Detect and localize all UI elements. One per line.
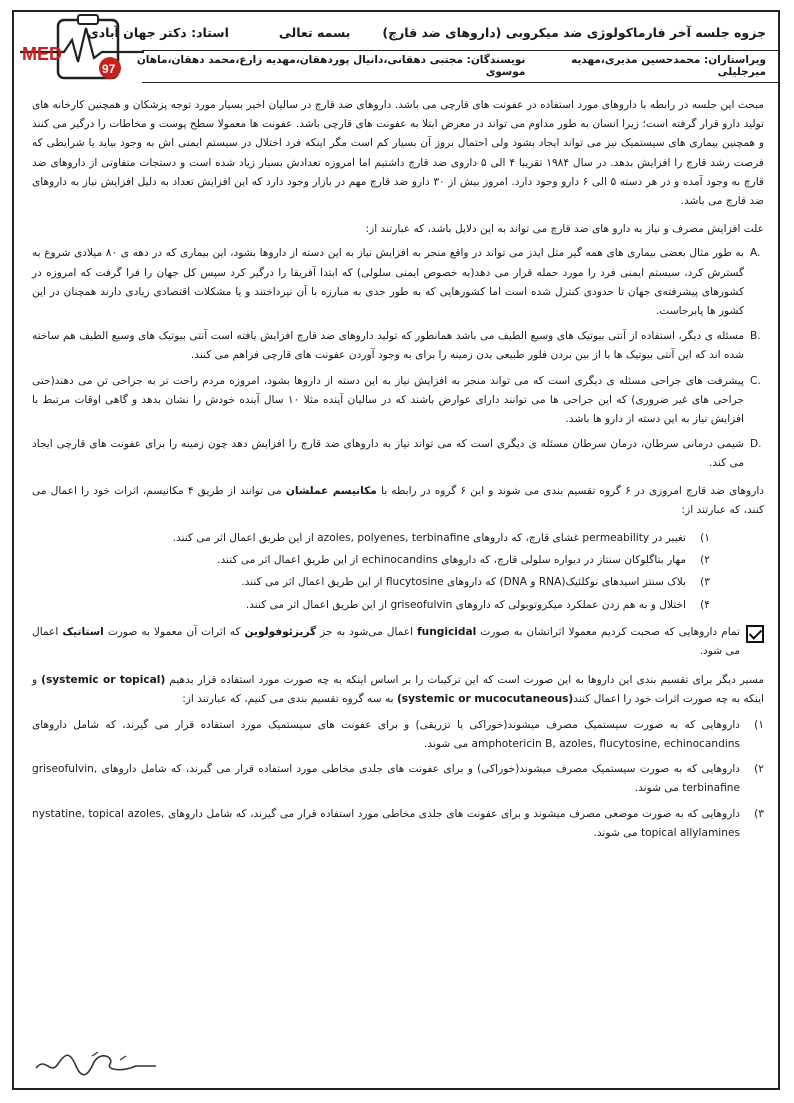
mechanism-pre: بلاک سنتز اسیدهای نوکلئیک(: [561, 576, 686, 589]
mechanism-mid: و: [526, 576, 539, 589]
mechanism-latin2: DNA: [503, 576, 527, 589]
route-latin: griseofulvin, terbinafine: [32, 763, 740, 795]
mechanism-item: [32, 596, 710, 615]
reason-text: به طور مثال بعضی بیماری های همه گیر مثل ایدز می تواند در واقع منجر به افزایش نیاز به این دسته از داروها بشود، این بیماری که در دهه ی ۸۰ میلادی شروع به گسترش کرد، سیستم ایمنی فرد را مورد حمله قرار می دهد(به خصوص ایمنی سلولی) که ابتدا آفریقا را درگیر کرد سپس کل جهان را فرا گرفت که امروزه در کشورهای پیشرفته‌ی جهان تا حدودی کنترل شده است اما کشورهایی که به طور جدی به مبارزه با آن نپرداختند و یا مشکلات اقتصادی زیادی دارند همچنان در این کشور ها پابرجاست.: [32, 247, 745, 318]
header-divider: [142, 50, 778, 51]
mechanism-text: [32, 573, 686, 592]
mechanism-label: ۴): [700, 598, 710, 611]
content: [32, 96, 764, 849]
route-item: [32, 716, 764, 754]
route-pre: داروهایی که به صورت سیستمیک مصرف میشوند(خوراکی) و برای عفونت های جلدی مخاطی مورد استفاده قرار می گیرند، که شامل داروهای: [97, 763, 740, 776]
checkbox-icon: [746, 625, 764, 643]
groups-text-2: می توانند از طریق ۴ مکانیسم، اثرات خود را اعمال می کنند، که عبارتند از:: [32, 484, 764, 516]
editors: ویراستاران: محمدحسین مدیری،مهدیه میرجلیلی: [571, 54, 766, 78]
groups-bold: مکانیسم عملشان: [285, 484, 377, 497]
mechanism-label: ۲): [700, 554, 710, 567]
reasons-list: [32, 244, 764, 473]
reason-item: [32, 327, 764, 365]
signature-mark: [32, 1042, 162, 1082]
page-frame: [12, 10, 780, 1090]
note-row: [32, 623, 764, 661]
reasons-intro: علت افزایش مصرف و نیاز به دارو های ضد قارچ می تواند به این دلایل باشد، که عبارتند از:: [365, 223, 764, 236]
groups-paragraph: [32, 482, 764, 520]
route-text: [32, 716, 740, 754]
mechanism-post: از این طریق اعمال اثر می کنند.: [172, 532, 318, 545]
logo-text: MED: [22, 44, 62, 64]
mechanism-mid: از این طریق اعمال اثر می کنند.: [245, 598, 391, 611]
mechanism-latin: permeability: [582, 532, 650, 545]
route-item: [32, 805, 764, 843]
header-bottom-line: [142, 82, 778, 83]
mechanism-latin2: azoles, polyenes, terbinafine: [317, 532, 470, 545]
intro-paragraph: مبحث این جلسه در رابطه با داروهای مورد استفاده در عفونت های قارچی می باشد. داروهای ضد قارچ در سالیان اخیر بسیار مورد توجه پزشکان و همچنین کارخانه های تولید دارو قرار گرفته است؛ زیرا انسان به طور مداوم می تواند در معرض ابتلا به عفونت های قارچی باشد. عفونت ها معمولا سطح پوست و مخاطات را درگیر می کنند و همچنین بیماری های سیستمیک نیز می تواند ایجاد بشود ولی احتمال بروز آن بسیار کم است مگر اینکه فرد اختلال در سیستم ایمنی اش به وجود بیاید یا شرایطی که فرصت رشد قارچ را افزایش بدهد. در سال ۱۹۸۴ تقریبا ۴ الی ۵ داروی ضد قارچ داشتیم اما امروزه تعدادش بسیار زیاد شده است و دستجات متفاوتی از داروهای ضد قارچ به وجود آمده و در هر دسته ۵ الی ۶ دارو وجود دارد. امروز بیش از ۳۰ دارو ضد قارچ مهم در بازار وجود دارد که این افزایش تعداد به دلیل افزایش نیاز به داروهای ضد قارچ می باشد.: [32, 99, 764, 208]
mechanism-pre: تغییر در: [649, 532, 686, 545]
route-item: [32, 760, 764, 798]
routes-list: [32, 716, 764, 843]
bismillah: بسمه تعالی: [278, 24, 351, 40]
route-label: ۱): [754, 718, 764, 731]
mechanism-post: ) که داروهای flucytosine از این طریق اعمال اثر می کنند.: [241, 576, 504, 589]
route-latin: amphotericin B, azoles, flucytosine, echinocandins: [471, 737, 740, 750]
route-post: می شوند.: [593, 826, 641, 839]
mechanism-mid: غشای قارچ، که داروهای: [469, 532, 583, 545]
reason-label: B.: [750, 330, 761, 343]
mechanisms-list: [32, 529, 764, 615]
mechanism-text: [32, 551, 686, 570]
mechanism-latin: griseofulvin: [390, 598, 453, 611]
mechanism-text: [32, 529, 686, 548]
route-latin: nystatine, topical azoles, topical allylamines: [32, 807, 740, 839]
reason-item: [32, 435, 764, 473]
logo-number: 97: [102, 62, 116, 76]
mechanism-label: ۱): [700, 532, 710, 545]
route-pre: داروهایی که به صورت موضعی مصرف میشوند و برای عفونت های جلدی مخاطی مورد استفاده قرار می گیرند، که شامل داروهای: [164, 807, 740, 820]
route-label: ۲): [754, 763, 764, 776]
mechanism-item: [32, 529, 710, 548]
reason-label: C.: [750, 374, 761, 387]
doc-title: جزوه جلسه آخر فارماکولوژی ضد میکروبی (داروهای ضد قارچ): [382, 24, 766, 40]
mechanism-latin: RNA: [538, 576, 562, 589]
route-pre: داروهایی که به صورت سیستمیک مصرف میشوند(خوراکی یا تزریقی) و برای عفونت های سیستمیک مورد استفاده قرار می گیرند، که شامل داروهای: [32, 718, 740, 731]
header-row-2: [136, 56, 766, 76]
header: [14, 12, 778, 82]
route-text: [32, 805, 740, 843]
reason-label: D.: [750, 438, 762, 451]
reason-item: [32, 372, 764, 430]
header-row-1: [87, 20, 766, 44]
reason-text: شیمی درمانی سرطان، درمان سرطان مسئله ی دیگری است که می تواند نیاز به داروهای ضد قارچ را افزایش دهد چون زمینه را برای عفونت های قارچی ایجاد می کند.: [32, 438, 744, 470]
route-paragraph: مسیر دیگر برای تقسیم بندی این داروها به این صورت است که این ترکیبات را بر اساس اینکه به چه صورت مورد استفاده قرار بدهیم (systemic or topical) و اینکه به چه صورت اثرات خود را اعمال کنند(systemic or mucocutaneous) به سه گروه تقسیم بندی می کنیم، که عبارتند از:: [32, 674, 764, 706]
mechanism-text: [32, 596, 686, 615]
route-text: [32, 760, 740, 798]
mechanism-label: ۳): [700, 576, 710, 589]
reason-label: A.: [750, 247, 761, 260]
reason-text: پیشرفت های جراحی مسئله ی دیگری است که می تواند منجر به افزایش نیاز به این دسته از داروها بشود، امروزه مردم راحت تر به جراحی تن می دهند(حتی جراحی های غیر ضروری) که این جراحی ها می توانند دارای عوارض باشند که در سالیان آینده مثلا ۱۰ سال آینده خودش را نشان بدهد و گاهی اوقات مرتبط با افزایش نیاز به این دسته از دارو ها باشد.: [32, 374, 744, 426]
route-post: می شوند.: [634, 782, 683, 795]
reason-text: مسئله ی دیگر، استفاده از آنتی بیوتیک های وسیع الطیف می باشد همانطور که تولید داروهای ضد قارچ افزایش یافته است آنتی بیوتیک های وسیع الطیف هم ساخته شده اند که این آنتی بیوتیک ها با از بین بردن فلور طبیعی بدن زمینه را برای به وجود آوردن عفونت های قارچی فراهم می کنند.: [32, 330, 744, 362]
mechanism-latin: echinocandins: [361, 554, 438, 567]
mechanism-item: [32, 551, 710, 570]
mechanism-pre: اختلال و به هم زدن عملکرد میکروتوبولی که داروهای: [452, 598, 686, 611]
authors: نویسندگان: مجتبی دهقانی،دانیال پوردهقان،مهدیه زارع،محمد دهقان،ماهان موسوی: [136, 54, 526, 78]
route-label: ۳): [754, 807, 764, 820]
note-text: تمام داروهایی که صحبت کردیم معمولا اثراتشان به صورت fungicidal اعمال می‌شود به جز گریزئوفولوین که اثرات آن معمولا به صورت استاتیک اعمال می شود.: [32, 625, 741, 658]
teacher: استاد: دکتر جهان آبادی: [87, 24, 229, 40]
route-post: می شوند.: [424, 737, 472, 750]
mechanism-mid: از این طریق اعمال اثر می کنند.: [217, 554, 362, 567]
reason-item: [32, 244, 764, 321]
mechanism-item: [32, 573, 710, 592]
mechanism-pre: مهار بتاگلوکان سنتاز در دیواره سلولی قارچ، که داروهای: [437, 554, 686, 567]
groups-text-1: داروهای ضد قارچ امروزی در ۶ گروه تقسیم بندی می شوند و این ۶ گروه در رابطه با: [376, 484, 765, 497]
